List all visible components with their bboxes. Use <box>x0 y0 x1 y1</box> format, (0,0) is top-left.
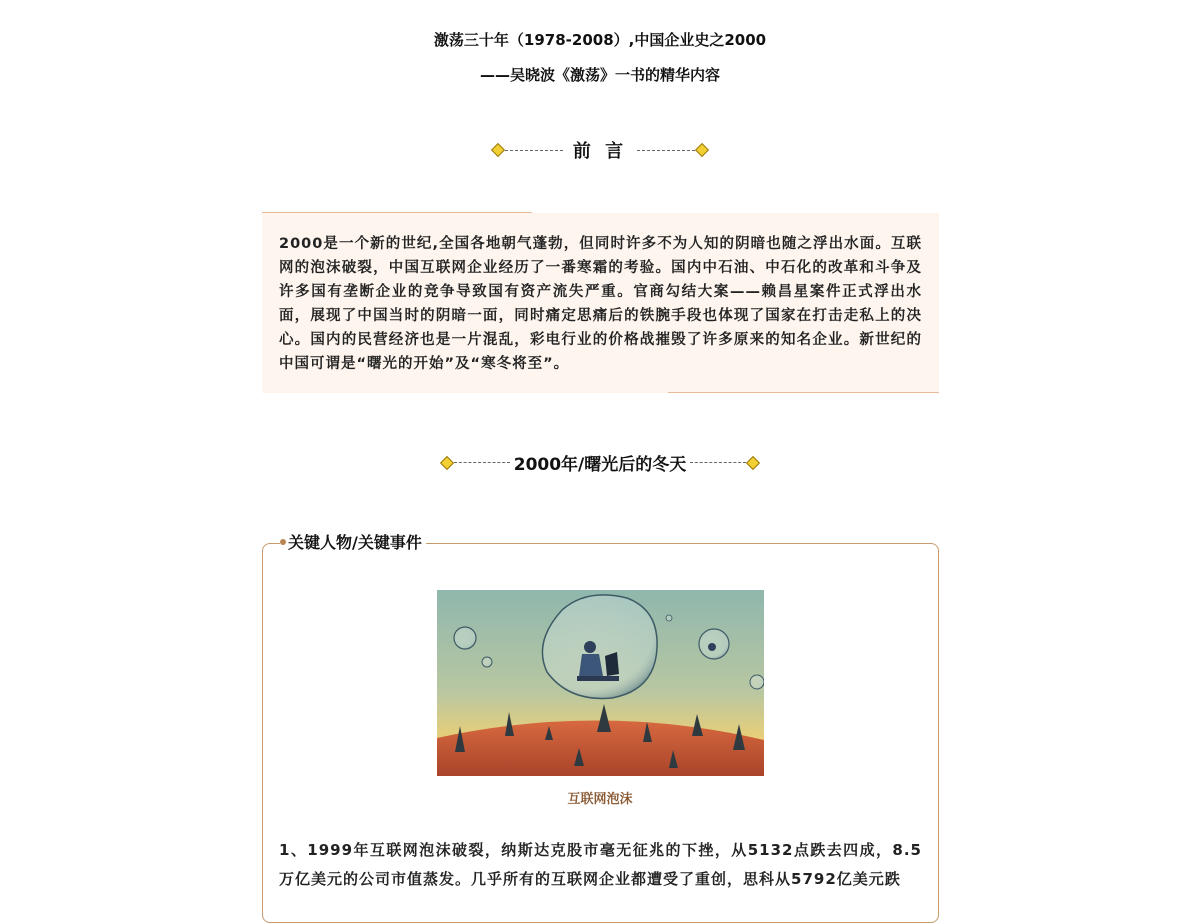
dashed-divider <box>454 462 510 463</box>
image-caption: 互联网泡沫 <box>567 792 633 807</box>
preface-heading <box>0 137 1200 163</box>
dashed-divider <box>690 462 746 463</box>
diamond-icon <box>695 143 709 157</box>
small-bubble <box>750 675 764 689</box>
key-events-card-title <box>280 530 426 553</box>
small-bubble <box>666 615 672 621</box>
diamond-icon <box>491 143 505 157</box>
preface-heading-label: 前 言 <box>572 141 628 162</box>
article-title: 激荡三十年（1978-2008）,中国企业史之2000 <box>433 31 767 49</box>
diamond-icon <box>440 455 454 469</box>
dashed-divider <box>637 150 695 151</box>
diamond-icon <box>746 455 760 469</box>
internet-bubble-illustration <box>437 590 764 776</box>
preface-text: 2000是一个新的世纪,全国各地朝气蓬勃，但同时许多不为人知的阴暗也随之浮出水面。互联网的泡沫破裂，中国互联网企业经历了一番寒霜的考验。国内中石油、中石化的改革和斗争及许多国有垄断企业的竞争导致国有资产流失严重。官商勾结大案——赖昌星案件正式浮出水面，展现了中国当时的阴暗一面，同时痛定思痛后的铁腕手段也体现了国家在打击走私上的决心。国内的民营经济也是一片混乱，彩电行业的价格战摧毁了许多原来的知名企业。新世纪的中国可谓是“曙光的开始”及“寒冬将至”。 <box>279 236 922 372</box>
event-paragraph: 1、1999年互联网泡沫破裂，纳斯达克股市毫无征兆的下挫，从5132点跌去四成，8.5万亿美元的公司市值蒸发。几乎所有的互联网企业都遭受了重创，思科从5792亿美元跌 <box>279 841 922 888</box>
small-bubble <box>482 657 492 667</box>
small-figure <box>708 643 716 651</box>
intro-accent-line-bottom <box>668 392 939 393</box>
small-bubble <box>454 627 476 649</box>
preface-box <box>262 213 939 393</box>
article-subtitle: ——吴晓波《激荡》一书的精华内容 <box>479 66 720 84</box>
key-events-card-title-label: 关键人物/关键事件 <box>288 533 422 552</box>
section-heading <box>0 450 1200 475</box>
section-heading-label: 2000年/曙光后的冬天 <box>513 455 687 475</box>
bullet-dot-icon <box>280 539 286 545</box>
dashed-divider <box>505 150 563 151</box>
